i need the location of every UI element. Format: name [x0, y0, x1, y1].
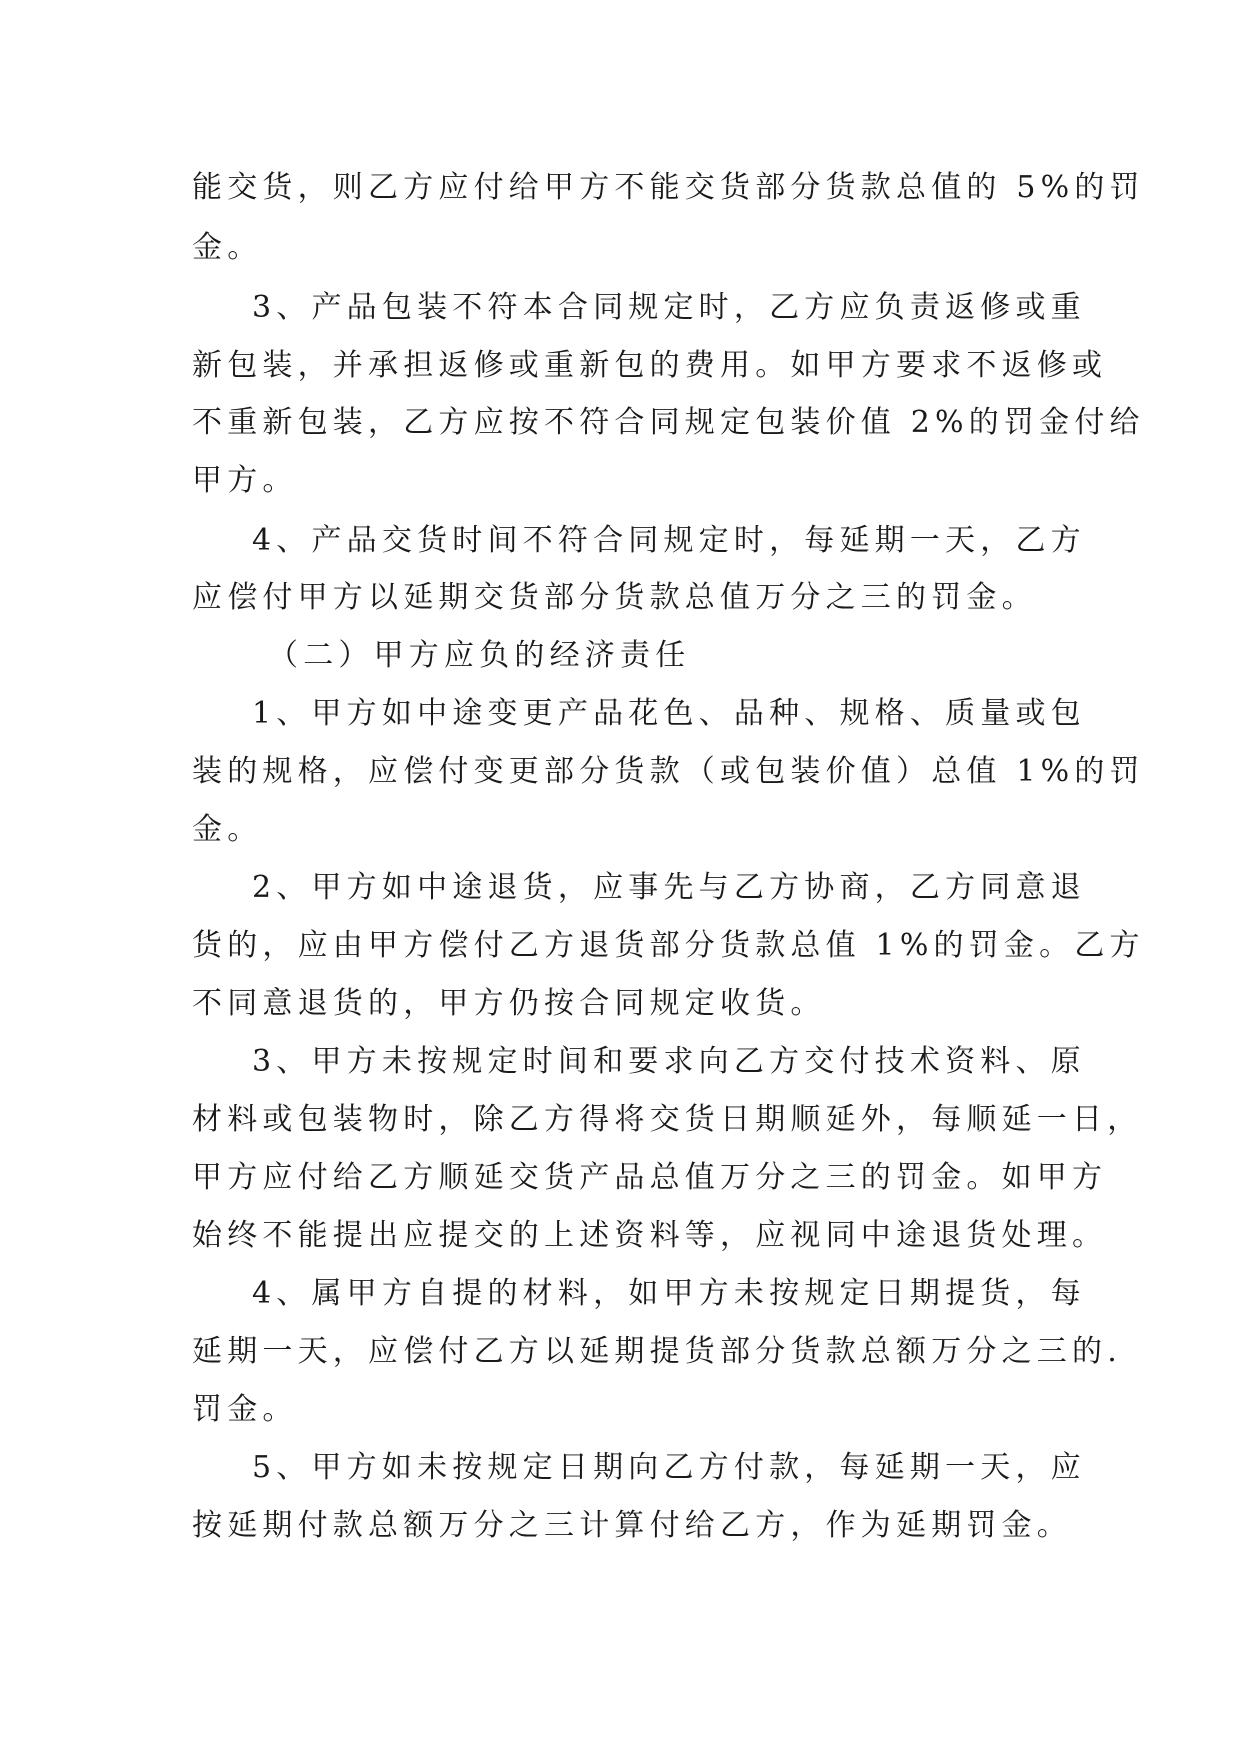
section-heading: （二）甲方应负的经济责任	[268, 638, 691, 673]
text-line: 罚金。	[192, 1392, 298, 1427]
text-line: 不同意退货的，甲方仍按合同规定收货。	[192, 986, 826, 1021]
text-line: 不重新包装，乙方应按不符合同规定包装价值 2%的罚金付给	[192, 405, 1145, 440]
text-line: 甲方应付给乙方顺延交货产品总值万分之三的罚金。如甲方	[192, 1160, 1108, 1195]
paragraph-start: 3、甲方未按规定时间和要求向乙方交付技术资料、原	[252, 1044, 1086, 1079]
paragraph-start: 3、产品包装不符本合同规定时，乙方应负责返修或重	[252, 290, 1086, 325]
paragraph-start: 4、属甲方自提的材料，如甲方未按规定日期提货，每	[252, 1276, 1086, 1311]
text-line: 应偿付甲方以延期交货部分货款总值万分之三的罚金。	[192, 580, 1037, 615]
text-line: 能交货，则乙方应付给甲方不能交货部分货款总值的 5%的罚	[192, 170, 1145, 205]
text-line: 材料或包装物时，除乙方得将交货日期顺延外，每顺延一日，	[192, 1102, 1143, 1137]
paragraph-start: 2、甲方如中途退货，应事先与乙方协商，乙方同意退	[252, 870, 1086, 905]
text-line: 新包装，并承担返修或重新包的费用。如甲方要求不返修或	[192, 348, 1108, 383]
text-line: 金。	[192, 230, 263, 265]
text-line: 甲方。	[192, 463, 298, 498]
text-line: 金。	[192, 812, 263, 847]
text-line: 货的，应由甲方偿付乙方退货部分货款总值 1%的罚金。乙方	[192, 928, 1145, 963]
paragraph-start: 5、甲方如未按规定日期向乙方付款，每延期一天，应	[252, 1450, 1086, 1485]
text-line: 延期一天，应偿付乙方以延期提货部分货款总额万分之三的.	[192, 1334, 1122, 1369]
paragraph-start: 4、产品交货时间不符合同规定时，每延期一天，乙方	[252, 523, 1086, 558]
text-line: 按延期付款总额万分之三计算付给乙方，作为延期罚金。	[192, 1508, 1072, 1543]
paragraph-start: 1、甲方如中途变更产品花色、品种、规格、质量或包	[252, 696, 1086, 731]
text-line: 始终不能提出应提交的上述资料等，应视同中途退货处理。	[192, 1218, 1108, 1253]
text-line: 装的规格，应偿付变更部分货款（或包装价值）总值 1%的罚	[192, 754, 1145, 789]
